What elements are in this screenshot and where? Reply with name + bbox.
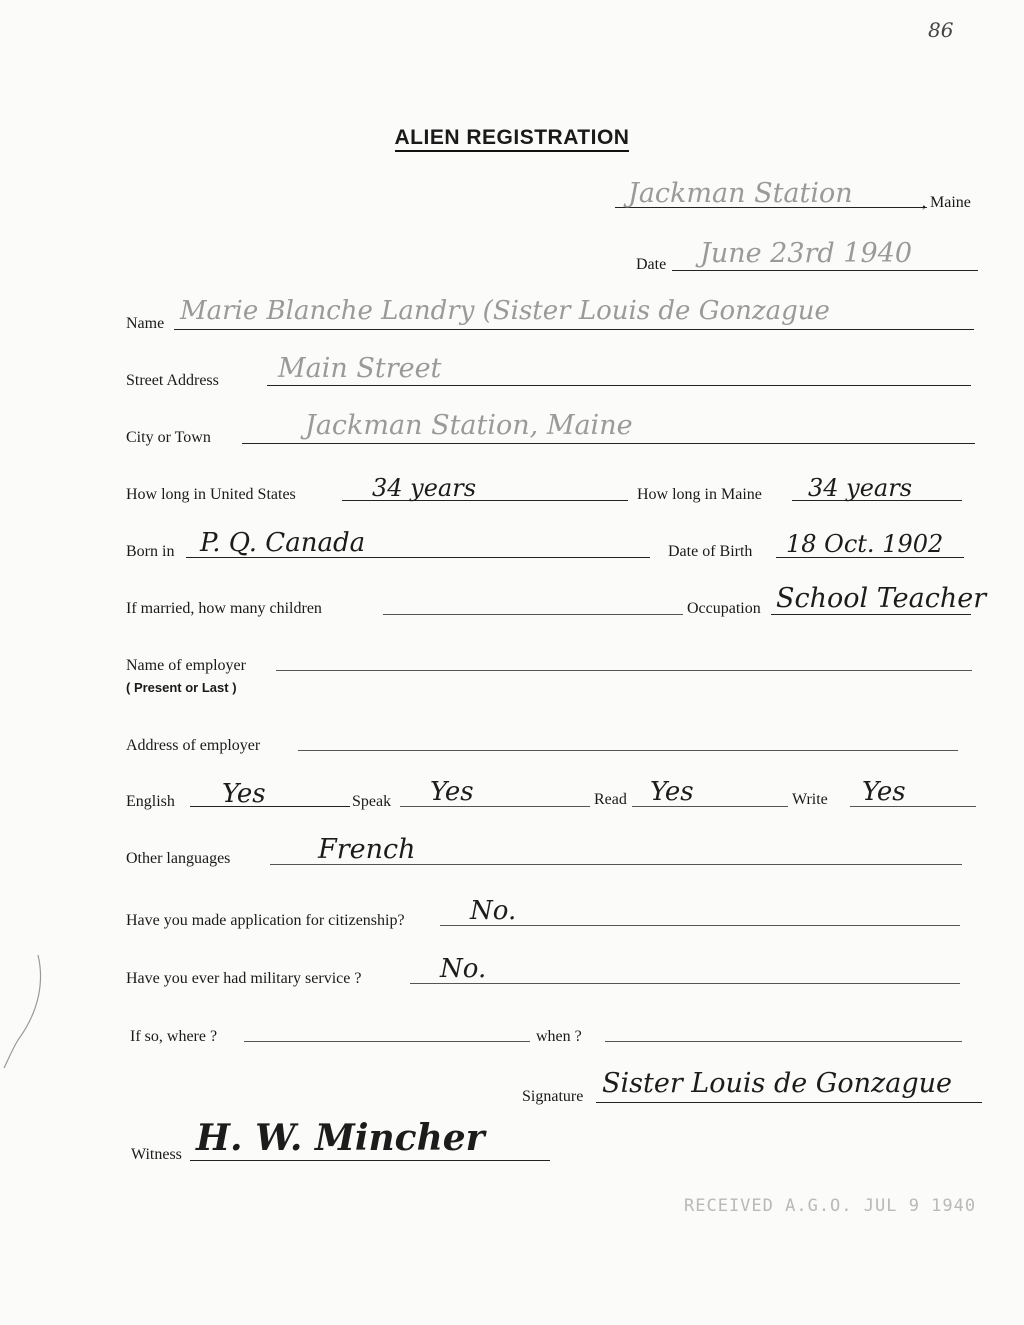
street-address-value: Main Street xyxy=(278,353,442,384)
occupation-line xyxy=(771,614,971,615)
employer-name-line xyxy=(276,670,972,671)
how-long-us-value: 34 years xyxy=(372,474,477,502)
witness-label: Witness xyxy=(131,1146,182,1163)
signature-value: Sister Louis de Gonzague xyxy=(602,1068,952,1099)
date-value: June 23rd 1940 xyxy=(700,238,913,269)
witness-value: H. W. Mincher xyxy=(196,1117,485,1159)
date-label: Date xyxy=(636,256,667,273)
english-label: English xyxy=(126,793,175,810)
city-value: Jackman Station, Maine xyxy=(305,410,633,441)
when-line xyxy=(605,1041,962,1042)
edge-mark xyxy=(0,950,50,1070)
write-value: Yes xyxy=(862,777,906,807)
received-stamp: RECEIVED A.G.O. JUL 9 1940 xyxy=(684,1196,977,1216)
witness-line xyxy=(190,1160,550,1161)
place-value: Jackman Station xyxy=(628,178,853,209)
employer-address-label: Address of employer xyxy=(126,737,261,754)
city-line xyxy=(242,443,975,444)
citizenship-line xyxy=(440,925,960,926)
married-children-label: If married, how many children xyxy=(126,600,322,617)
speak-value: Yes xyxy=(430,777,474,807)
other-languages-label: Other languages xyxy=(126,850,231,867)
employer-address-line xyxy=(298,750,958,751)
military-label: Have you ever had military service ? xyxy=(126,970,362,987)
street-address-line xyxy=(267,385,971,386)
signature-line xyxy=(596,1102,982,1103)
signature-label: Signature xyxy=(522,1088,584,1105)
citizenship-value: No. xyxy=(470,896,517,926)
military-value: No. xyxy=(440,954,487,984)
when-label: when ? xyxy=(536,1028,582,1045)
speak-label: Speak xyxy=(352,793,392,810)
born-in-value: P. Q. Canada xyxy=(200,528,366,558)
if-so-where-label: If so, where ? xyxy=(130,1028,218,1045)
form-title: ALIEN REGISTRATION xyxy=(0,126,1024,150)
how-long-maine-value: 34 years xyxy=(808,474,913,502)
english-value: Yes xyxy=(222,779,266,809)
how-long-us-label: How long in United States xyxy=(126,486,296,503)
city-label: City or Town xyxy=(126,429,211,446)
write-label: Write xyxy=(792,791,828,808)
military-line xyxy=(410,983,960,984)
name-label: Name xyxy=(126,315,165,332)
speak-line xyxy=(400,806,590,807)
if-so-where-line xyxy=(244,1041,530,1042)
date-of-birth-label: Date of Birth xyxy=(668,543,753,560)
state-label: , Maine xyxy=(922,194,971,211)
employer-note: ( Present or Last ) xyxy=(126,680,237,695)
citizenship-label: Have you made application for citizenship? xyxy=(126,912,405,929)
born-in-label: Born in xyxy=(126,543,175,560)
date-line xyxy=(672,270,978,271)
read-label: Read xyxy=(594,791,627,808)
name-value: Marie Blanche Landry (Sister Louis de Gonzague xyxy=(180,296,830,326)
employer-name-label: Name of employer xyxy=(126,657,246,674)
how-long-maine-label: How long in Maine xyxy=(637,486,762,503)
date-of-birth-value: 18 Oct. 1902 xyxy=(786,530,944,558)
name-line xyxy=(174,329,974,330)
english-line xyxy=(190,806,350,807)
other-languages-value: French xyxy=(318,834,416,865)
page-number-mark: 86 xyxy=(928,18,954,42)
read-value: Yes xyxy=(650,777,694,807)
married-children-line xyxy=(383,614,683,615)
occupation-label: Occupation xyxy=(687,600,761,617)
occupation-value: School Teacher xyxy=(776,583,987,614)
street-address-label: Street Address xyxy=(126,372,219,389)
